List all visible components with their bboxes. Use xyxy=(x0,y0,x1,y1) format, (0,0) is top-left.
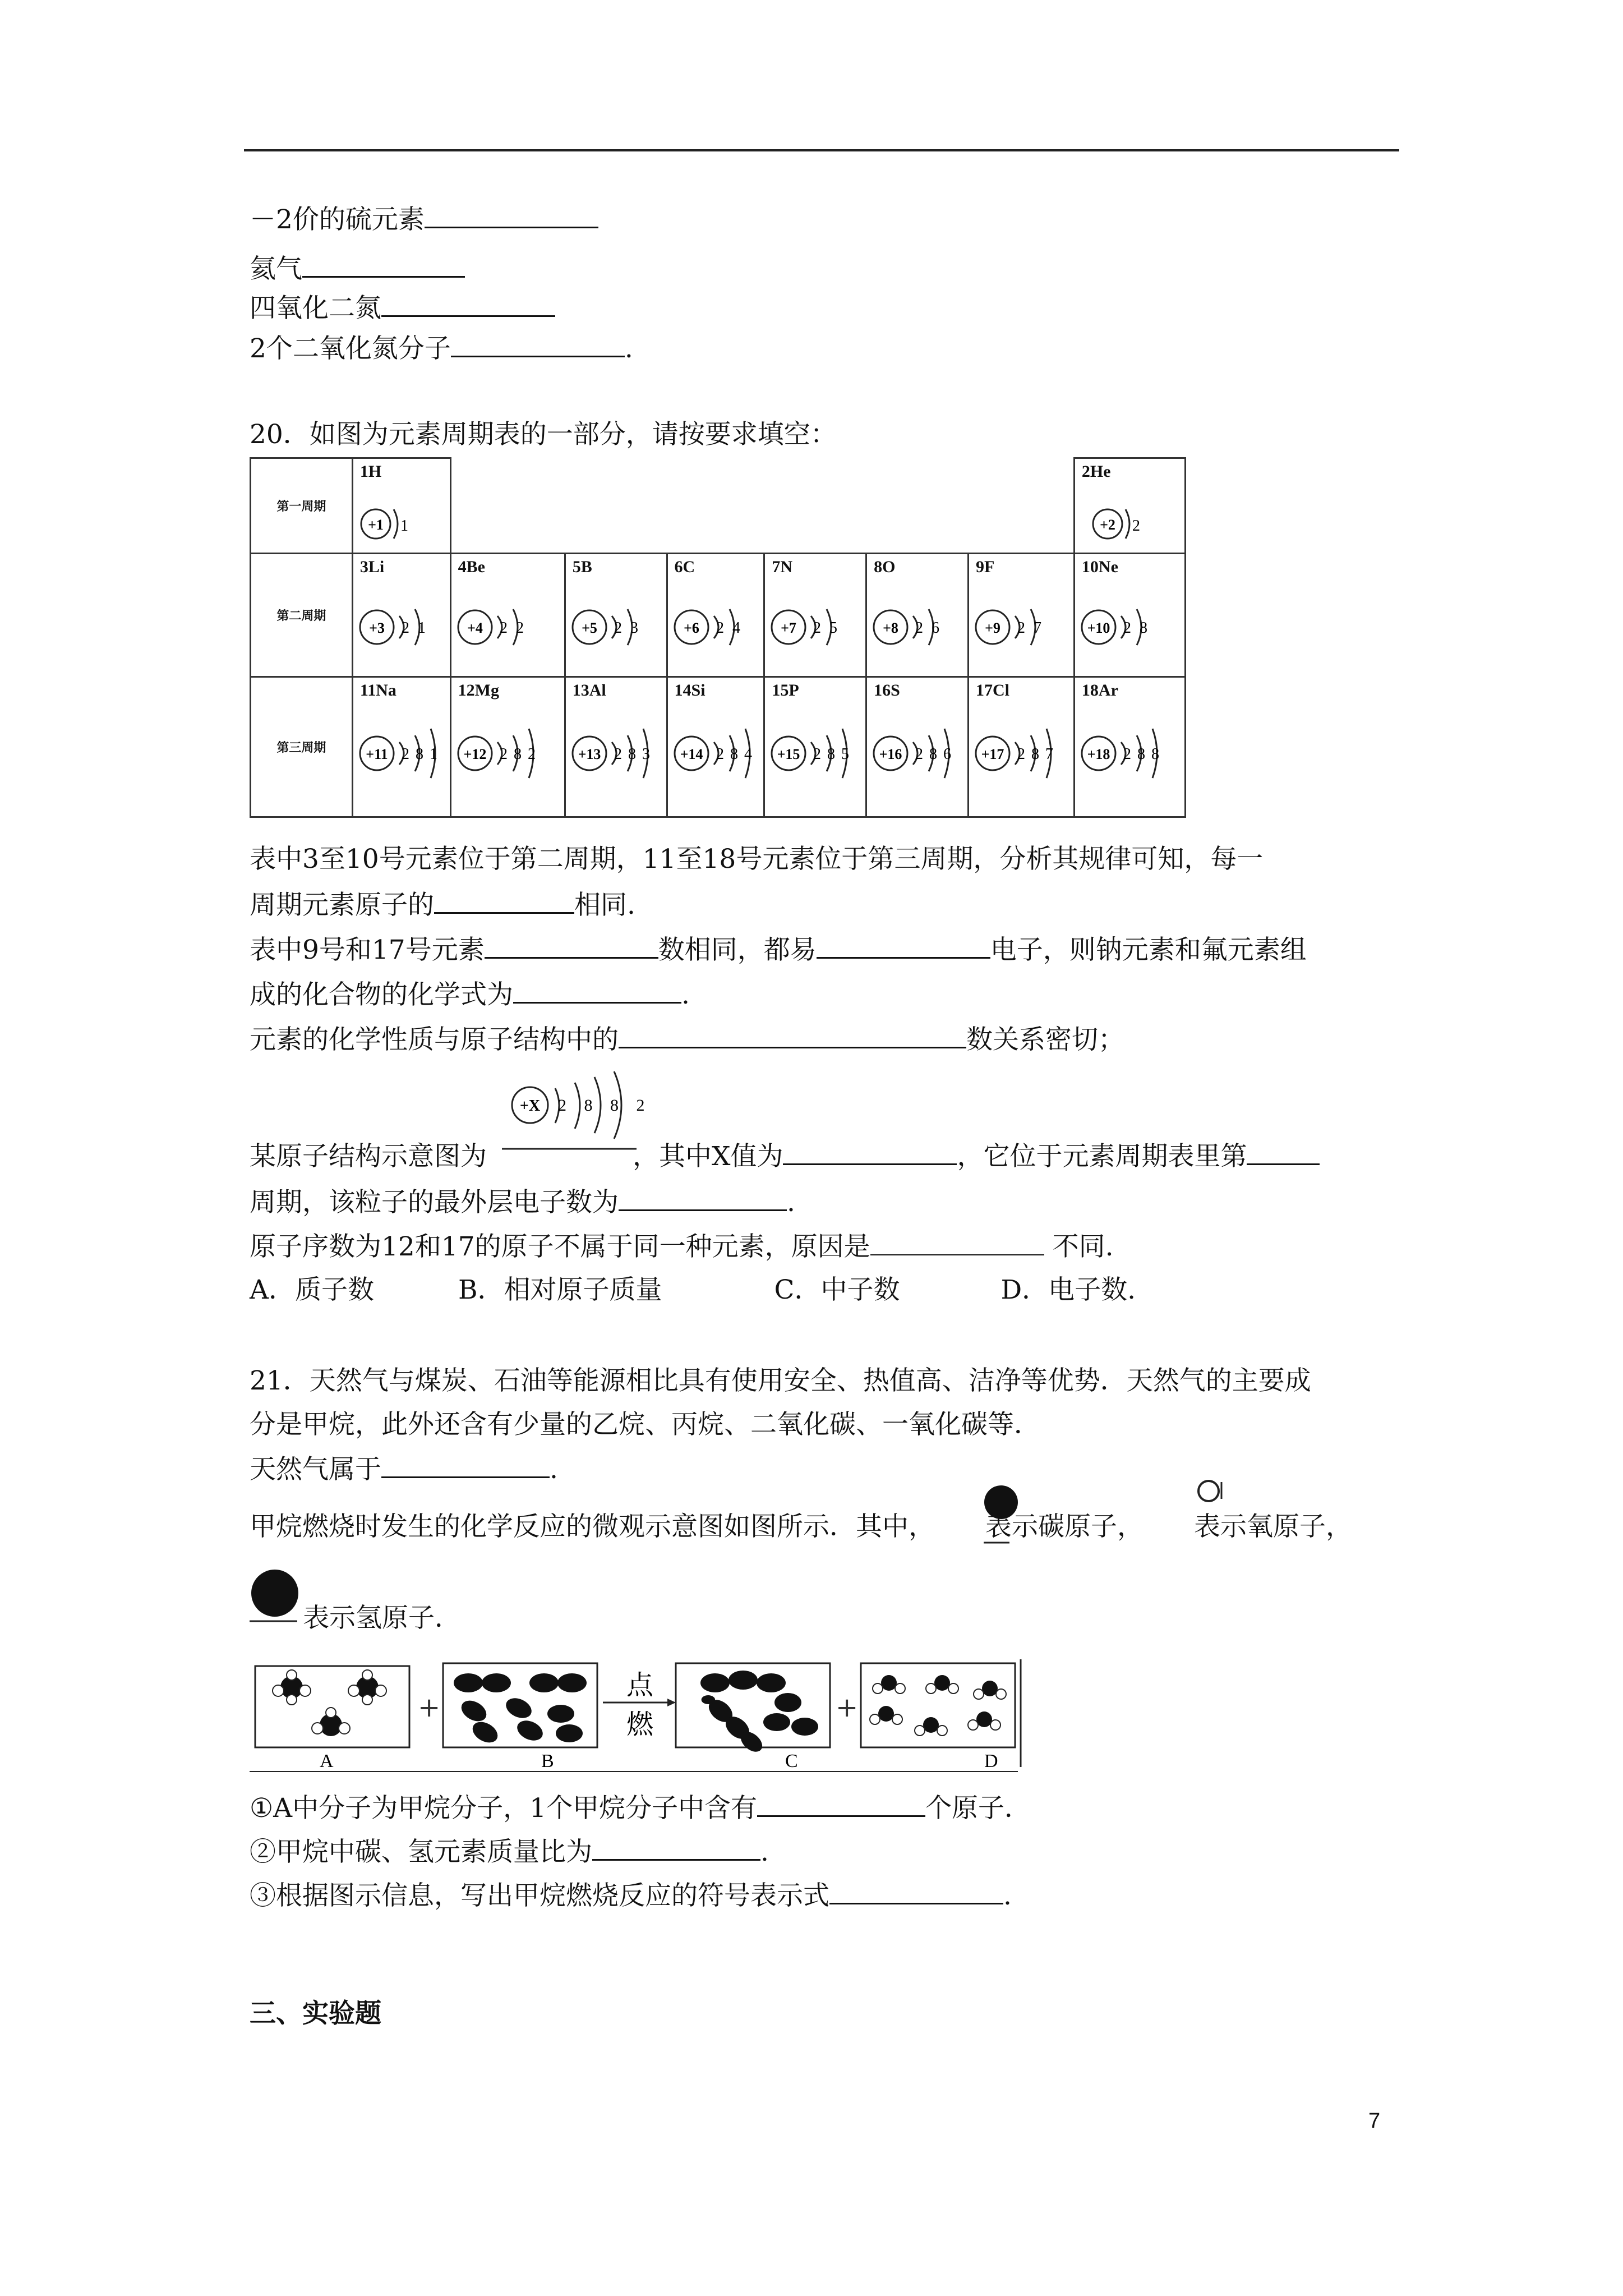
shell-label: 2 8 1 xyxy=(401,746,439,763)
q19-line-3: 四氧化二氮 xyxy=(250,291,555,325)
answer-blank[interactable] xyxy=(829,1878,1003,1904)
element-symbol: 11Na xyxy=(359,681,396,700)
element-symbol: 13Al xyxy=(572,681,606,700)
nucleus-label: +12 xyxy=(463,746,487,762)
element-cell xyxy=(450,677,565,817)
nucleus-label: +10 xyxy=(1087,620,1110,636)
answer-blank[interactable] xyxy=(381,291,555,317)
element-symbol: 12Mg xyxy=(458,681,499,700)
element-symbol: 8O xyxy=(874,558,896,576)
answer-blank[interactable] xyxy=(513,977,681,1004)
q20-para-6: 原子序数为12和17的原子不属于同一种元素，原因是 不同. xyxy=(250,1230,1114,1264)
atom-diagram xyxy=(869,720,976,787)
atom-diagram xyxy=(670,720,777,787)
q21-para-e: 表示氢原子． xyxy=(303,1603,461,1634)
nucleus-label: +4 xyxy=(467,620,483,636)
condition-top: 点 xyxy=(626,1669,654,1701)
q19-line-2: 氦气 xyxy=(250,251,465,286)
answer-blank[interactable] xyxy=(425,202,598,228)
shell-label: 2 8 xyxy=(1123,619,1150,637)
element-cell xyxy=(352,554,450,677)
box-label-c: C xyxy=(785,1751,798,1772)
element-cell xyxy=(667,554,764,677)
atom-diagram xyxy=(356,593,462,661)
page-number: 7 xyxy=(1368,2109,1381,2133)
element-cell xyxy=(667,677,764,817)
atom-diagram xyxy=(568,593,675,661)
element-symbol: 16S xyxy=(874,681,900,700)
nucleus-label: +13 xyxy=(578,746,601,762)
answer-blank[interactable] xyxy=(451,331,625,357)
element-symbol: 5B xyxy=(572,558,592,576)
atom-diagram xyxy=(1077,593,1184,661)
answer-blank[interactable] xyxy=(757,1791,925,1817)
q20-para-4: 某原子结构示意图为 ，其中X值为 ，它位于元素周期表里第 xyxy=(250,1139,1320,1174)
element-cell xyxy=(866,677,969,817)
nucleus-label: +18 xyxy=(1087,746,1110,762)
condition-bottom: 燃 xyxy=(626,1709,654,1740)
shell-label: 2 8 3 xyxy=(614,746,651,763)
q20-para-5: 周期，该粒子的最外层电子数为 . xyxy=(250,1185,795,1220)
element-cell xyxy=(352,677,450,817)
answer-blank[interactable] xyxy=(302,251,465,278)
element-cell xyxy=(1074,677,1185,817)
shell-label: 2 5 xyxy=(813,619,840,637)
element-symbol: 3Li xyxy=(359,558,385,576)
element-cell xyxy=(764,677,866,817)
element-cell xyxy=(969,677,1075,817)
shell-label: 2 4 xyxy=(716,619,743,637)
shell-label: 2 8 7 xyxy=(1017,746,1054,763)
q20-para-1b: 周期元素原子的 相同. xyxy=(250,887,635,922)
atom-structure-x-figure xyxy=(502,1066,659,1150)
answer-blank[interactable] xyxy=(381,1452,550,1478)
shell-label: 2 8 4 xyxy=(716,746,753,763)
q20-options xyxy=(250,1273,1136,1307)
element-cell xyxy=(565,554,667,677)
atom-diagram xyxy=(767,720,874,787)
option-c[interactable]: C．中子数 xyxy=(774,1274,900,1305)
answer-blank[interactable] xyxy=(783,1139,957,1165)
hydrogen-atom-legend xyxy=(247,1565,308,1627)
q21-para-a: 21．天然气与煤炭、石油等能源相比具有使用安全、热值高、洁净等优势．天然气的主要成 xyxy=(250,1365,1311,1396)
answer-blank[interactable] xyxy=(1247,1139,1320,1165)
shell-label: 2 3 xyxy=(614,619,640,637)
methane-combustion-diagram xyxy=(250,1655,1023,1784)
shell-label: 2 6 xyxy=(915,619,942,637)
nucleus-label: +X xyxy=(519,1097,541,1115)
q19-line-1: －2价的硫元素 xyxy=(250,202,598,237)
nucleus-label: +14 xyxy=(680,746,703,762)
atom-diagram xyxy=(454,720,560,787)
periodic-table-figure xyxy=(250,457,1186,818)
element-symbol: 17Cl xyxy=(976,681,1009,700)
q21-para-b: 分是甲烷，此外还含有少量的乙烷、丙烷、二氧化碳、一氧化碳等． xyxy=(250,1409,1040,1440)
period-label: 第二周期 xyxy=(251,554,353,677)
q21-sub-3: ③根据图示信息，写出甲烷燃烧反应的符号表示式 . xyxy=(250,1878,1012,1913)
period-label: 第一周期 xyxy=(251,458,353,554)
shell-label: 1 xyxy=(400,517,408,535)
svg-text:+: + xyxy=(418,1692,441,1723)
option-d[interactable]: D．电子数. xyxy=(1000,1274,1136,1305)
q19-line-4: 2个二氧化氮分子 . xyxy=(250,331,633,366)
option-b[interactable]: B．相对原子质量 xyxy=(458,1274,662,1305)
nucleus-label: +8 xyxy=(883,620,899,636)
atom-diagram xyxy=(568,720,675,787)
q20-para-3: 元素的化学性质与原子结构中的 数关系密切； xyxy=(250,1022,1124,1057)
oxygen-molecules xyxy=(454,1673,587,1747)
answer-blank[interactable] xyxy=(817,932,990,959)
svg-text:⬬: ⬬ xyxy=(701,1690,716,1710)
period-label: 第三周期 xyxy=(251,677,353,817)
nucleus-label: +1 xyxy=(367,517,384,533)
element-symbol: 9F xyxy=(976,558,995,576)
q21-para-d: 甲烷燃烧时发生的化学反应的微观示意图如图所示．其中， 表示碳原子， 表示氧原子， xyxy=(250,1511,1352,1542)
element-symbol: 10Ne xyxy=(1081,558,1118,576)
nucleus-label: +6 xyxy=(683,620,699,636)
q21-para-c: 天然气属于 . xyxy=(250,1452,558,1487)
shell-label: 2 8 8 2 xyxy=(558,1096,652,1115)
shell-label: 2 8 2 xyxy=(499,746,537,763)
element-symbol: 14Si xyxy=(674,681,706,700)
element-symbol: 15P xyxy=(772,681,799,700)
atom-diagram xyxy=(356,720,462,787)
nucleus-label: +15 xyxy=(777,746,800,762)
atom-diagram xyxy=(454,593,560,661)
element-symbol: 7N xyxy=(772,558,792,576)
nucleus-label: +16 xyxy=(879,746,902,762)
element-symbol: 6C xyxy=(674,558,695,576)
atom-diagram xyxy=(767,593,874,661)
nucleus-label: +5 xyxy=(581,620,597,636)
shell-label: 2 8 8 xyxy=(1123,746,1160,763)
nucleus-label: +11 xyxy=(366,746,388,762)
nucleus-label: +9 xyxy=(985,620,1000,636)
option-a[interactable]: A．质子数 xyxy=(250,1274,374,1305)
nucleus-label: +17 xyxy=(981,746,1004,762)
answer-blank[interactable] xyxy=(619,1185,787,1211)
box-label-b: B xyxy=(541,1751,554,1772)
header-rule xyxy=(244,149,1399,151)
box-label-a: A xyxy=(320,1751,334,1772)
atom-diagram xyxy=(869,593,976,661)
element-cell: 1H +1 1 xyxy=(352,458,450,554)
blank-region xyxy=(450,458,1074,554)
element-cell xyxy=(866,554,969,677)
product-molecules-c xyxy=(700,1671,818,1756)
shell-label: 2 1 xyxy=(401,619,428,637)
element-cell xyxy=(969,554,1075,677)
element-symbol: 4Be xyxy=(458,558,485,576)
shell-label: 2 8 6 xyxy=(915,746,953,763)
answer-blank[interactable] xyxy=(485,932,658,959)
shell-label: 2 2 xyxy=(499,619,526,637)
shell-label: 2 8 5 xyxy=(813,746,851,763)
shell-label: 2 7 xyxy=(1017,619,1044,637)
atom-diagram xyxy=(971,593,1078,661)
svg-text:+: + xyxy=(836,1692,859,1723)
element-cell xyxy=(565,677,667,817)
shell-label: 2 xyxy=(1132,517,1140,535)
element-cell xyxy=(764,554,866,677)
q20-para-2a: 表中9号和17号元素 数相同，都易 电子，则钠元素和氟元素组 xyxy=(250,932,1307,967)
section-heading: 三、实验题 xyxy=(250,1998,381,2029)
atom-diagram xyxy=(1077,720,1184,787)
q20-para-1a: 表中3至10号元素位于第二周期，11至18号元素位于第三周期，分析其规律可知，每一 xyxy=(250,844,1264,875)
nucleus-label: +7 xyxy=(781,620,797,636)
methane-molecules xyxy=(273,1670,386,1736)
element-cell: 2He +2 2 xyxy=(1074,458,1185,554)
answer-blank[interactable] xyxy=(592,1834,760,1861)
q20-para-2b: 成的化合物的化学式为 . xyxy=(250,977,690,1012)
q20-title: 20．如图为元素周期表的一部分，请按要求填空： xyxy=(250,419,837,450)
element-symbol: 18Ar xyxy=(1081,681,1118,700)
atom-diagram xyxy=(971,720,1078,787)
atom-diagram xyxy=(670,593,777,661)
nucleus-label: +3 xyxy=(368,620,385,636)
nucleus-label: +2 xyxy=(1100,517,1115,533)
element-cell xyxy=(1074,554,1185,677)
water-molecules xyxy=(870,1675,1006,1736)
box-label-d: D xyxy=(984,1751,998,1772)
element-cell xyxy=(450,554,565,677)
q21-sub-2: ②甲烷中碳、氢元素质量比为 . xyxy=(250,1834,769,1869)
answer-blank[interactable] xyxy=(434,887,574,914)
answer-blank[interactable] xyxy=(870,1230,1044,1255)
answer-blank[interactable] xyxy=(619,1022,966,1048)
q21-sub-1: ①A中分子为甲烷分子，1个甲烷分子中含有 个原子． xyxy=(250,1791,1031,1825)
